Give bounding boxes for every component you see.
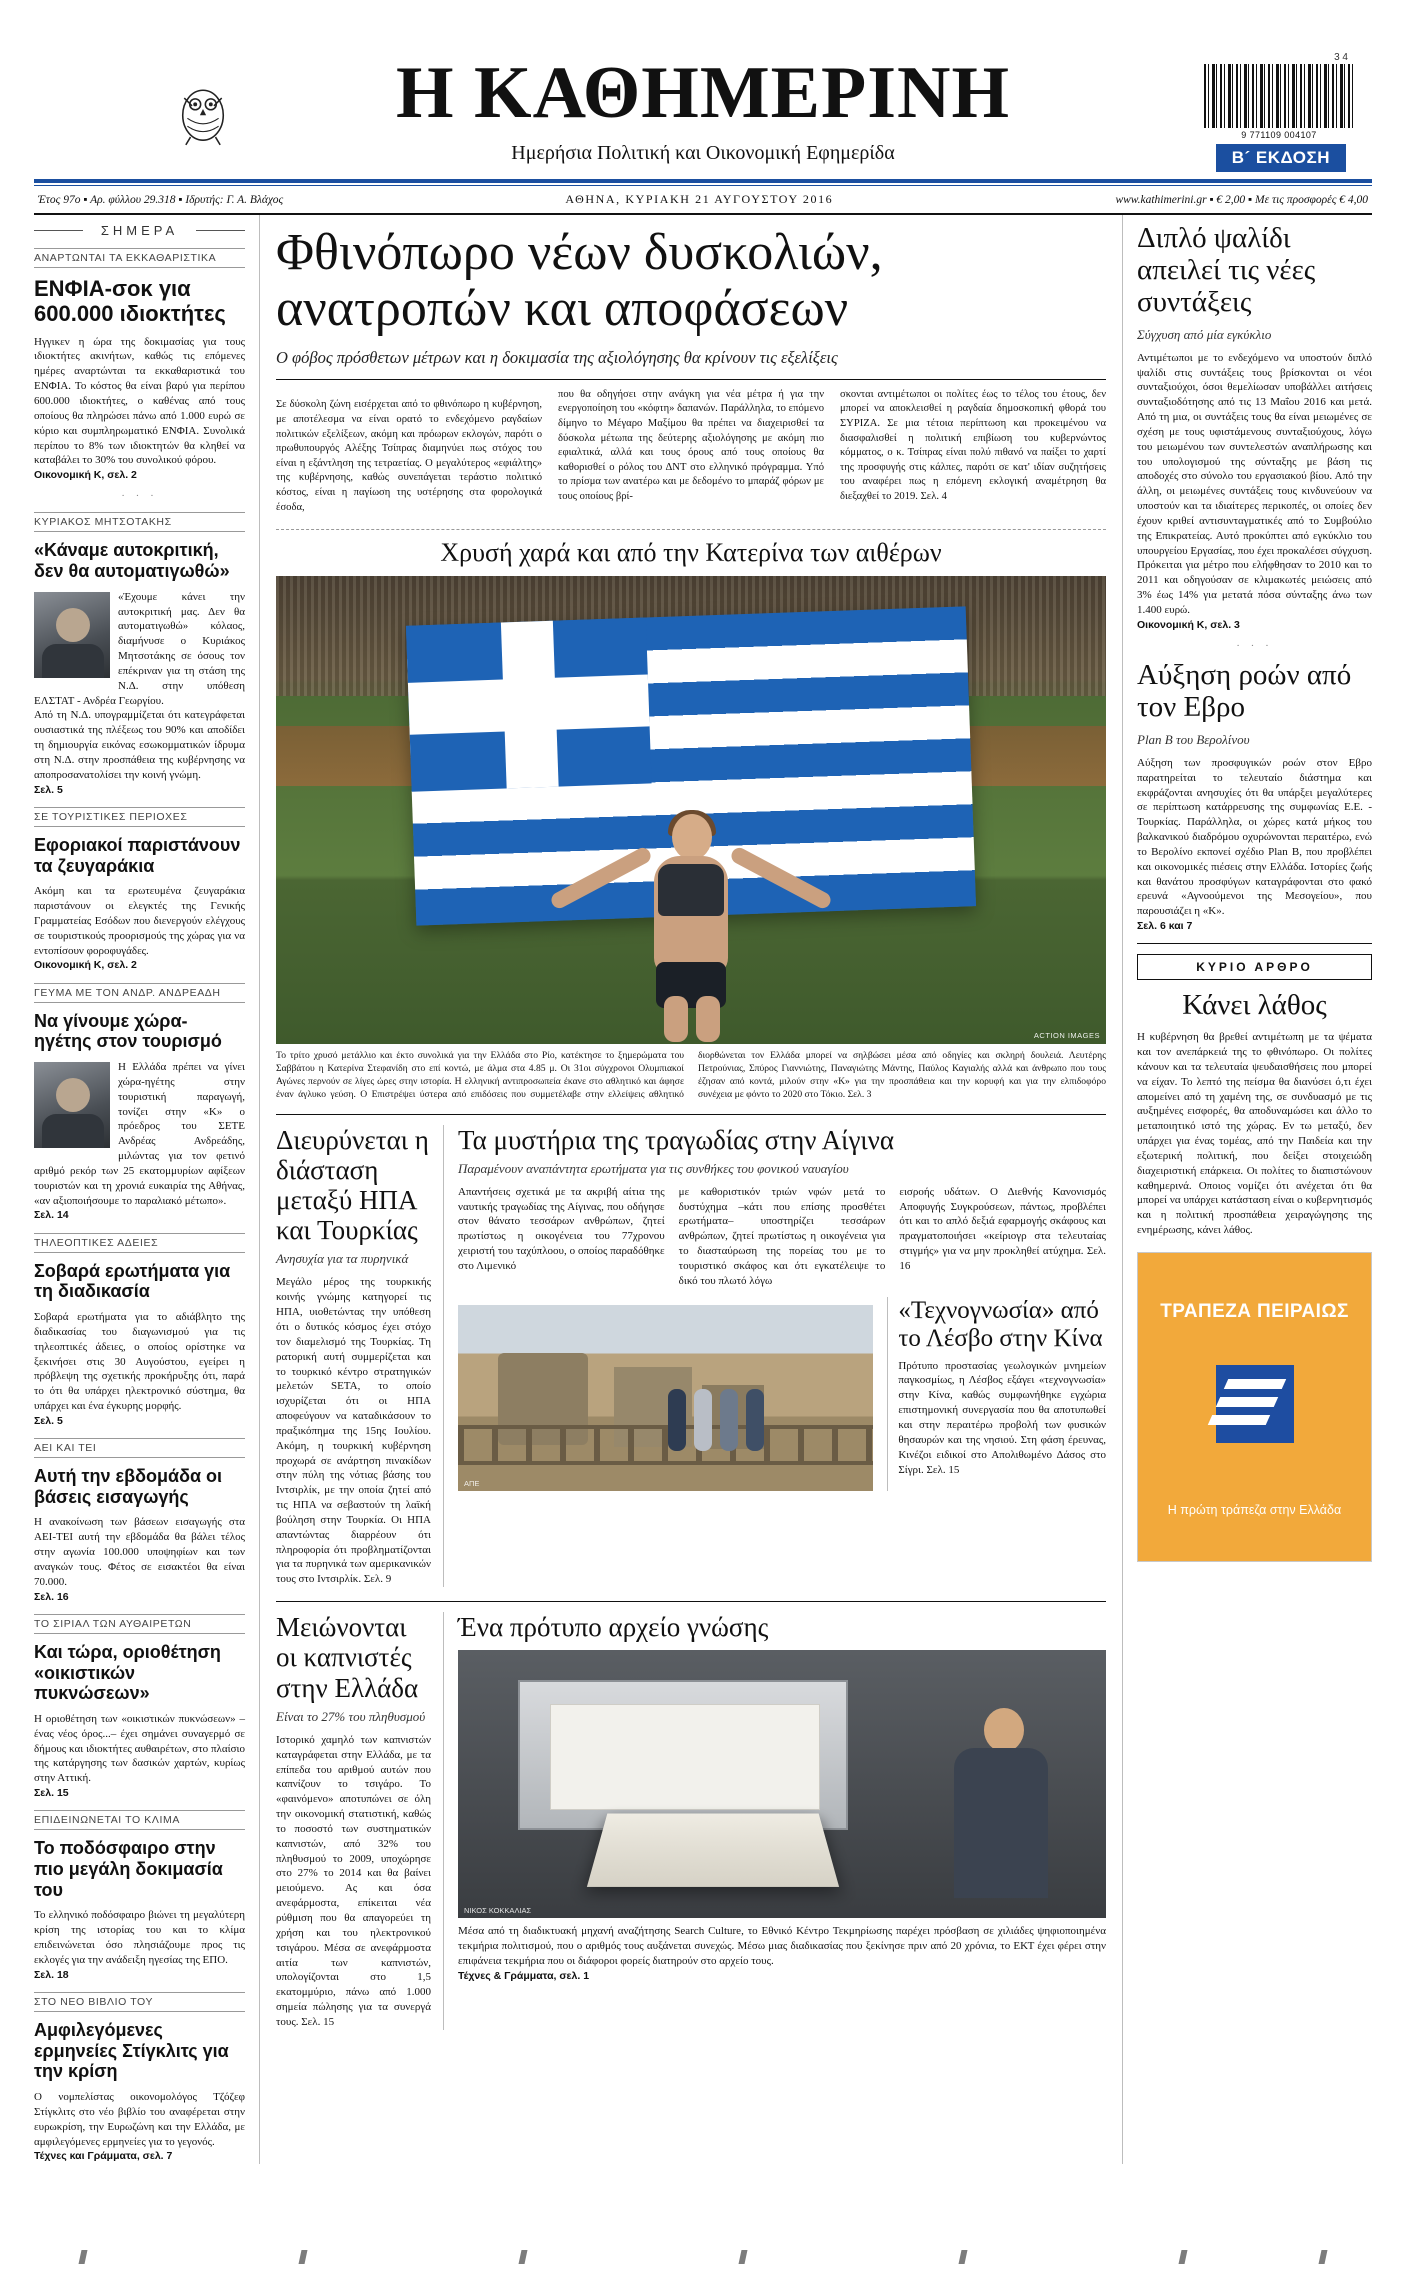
- article-title: Τα μυστήρια της τραγωδίας στην Αίγινα: [458, 1124, 894, 1155]
- main-paragraph: που θα οδηγήσει στην ανάγκη για νέα μέτρα ή για την ενεργοποίηση του «κόφτη» δαπανών. Παράλληλα, το επόμενο δίμηνο το Μέγαρο Μαξίμου θα πρέπει να διαχειρισθεί τα δύσκολα μέτωπα της δεύτερης αξιολόγησης με ακόμη πιο εφιαλτικά, αλλά και τους όρους από τους οποίους θα καθορισθεί ο ρόλος του ΔΝΤ στο ελληνικό πρόγραμμα. Υπό το πρίσμα των ανατέρω και με δεδομένο το μπαράζ φόρων με τους οποίους βρί-: [558, 388, 824, 503]
- article-title: Αύξηση ροών από τον Εβρο: [1137, 659, 1352, 723]
- article-subtitle: Plan B του Βερολίνου: [1137, 731, 1250, 747]
- right-column: [1122, 215, 1372, 2164]
- editorial[interactable]: [1137, 954, 1372, 1238]
- photo-credit: ACTION IMAGES: [1033, 1030, 1100, 1040]
- kicker: ΕΠΙΔΕΙΝΩΝΕΤΑΙ ΤΟ ΚΛΙΜΑ: [34, 1810, 245, 1830]
- item-title: Εφοριακοί παριστάνουν τα ζευγαράκια: [34, 834, 241, 876]
- article-body: Ιστορικό χαμηλό των καπνιστών καταγράφεται στην Ελλάδα, με τα επίπεδα του αριθμού αυτών που καπνίζουν το τσιγάρο. Το «φαινόμενο» αποτυπώνει σε όλη την οικονομική στατιστική, καθώς το ποσοστό των συστηματικών καπνιστών, από 32% του πληθυσμού το 2009, υποχώρησε στο 27% το 2014 και θα βαίνει μειούμενο. Ας και όσα ανεφάρμοστα, επίκειται νέα ρύθμιση που θα απαγορεύει τη χρήση και του ηλεκτρονικού τσιγάρου. Μέσα σε ανεφάρμοστα αιτία των καπνιστών, υπολογίζονται στο 1,5 εκατομμύριο, πάνω από 1.000 σημεία πώλησης για τα συνεργά τους. Σελ. 15: [276, 1733, 431, 2028]
- kicker: ΤΗΛΕΟΠΤΙΚΕΣ ΑΔΕΙΕΣ: [34, 1233, 245, 1253]
- sidebar-today: [34, 215, 260, 2164]
- article-title: Διπλό ψαλίδι απειλεί τις νέες συντάξεις: [1137, 222, 1316, 318]
- masthead: [34, 26, 1372, 165]
- editorial-title: Κάνει λάθος: [1182, 989, 1327, 1022]
- item-body: Ηγγικεν η ώρα της δοκιμασίας για τους ιδιοκτήτες ακινήτων, καθώς τις επόμενες ημέρες αναρτώνται τα εκκαθαριστικά του ΕΝΦΙΑ. Το κόστος θα είναι βαρύ για περίπου 600.000 ιδιοκτήτες, ο καθένας από τους οποίους θα πληρώσει πάνω από 1.000 ευρώ σε κύριο και συμπληρωματικό ΕΝΦΙΑ. Συνολικά περίπου το 8% των ιδιοκτητών θα κληθεί να καταβάλει το 30% του συνολικού φόρου.: [34, 335, 245, 467]
- sidebar-item-adeies[interactable]: [34, 1233, 245, 1428]
- date-line: ΑΘΗΝΑ, ΚΥΡΙΑΚΗ 21 ΑΥΓΟΥΣΤΟΥ 2016: [565, 192, 834, 206]
- article-evros[interactable]: [1137, 660, 1372, 933]
- item-ref[interactable]: Οικονομική Κ, σελ. 2: [34, 959, 137, 972]
- photo-headline: Χρυσή χαρά και από την Κατερίνα των αιθέρων: [440, 537, 942, 567]
- item-title: ΕΝΦΙΑ-σοκ για 600.000 ιδιοκτήτες: [34, 276, 226, 327]
- item-body: Το ελληνικό ποδόσφαιρο βιώνει τη μεγαλύτερη κρίση της ιστορίας του και το κλίμα επιδεινώνεται όσο πλησιάζουμε προς τις εκλογές για την ανάδειξη ηγεσίας της ΕΠΟ.: [34, 1909, 245, 1966]
- main-headline: Φθινόπωρο νέων δυσκολιών, ανατροπών και αποφάσεων: [276, 224, 883, 338]
- article-archive[interactable]: [458, 1612, 1106, 2030]
- article-body: Αντιμέτωποι με το ενδεχόμενο να υποστούν διπλό ψαλίδι στις συντάξεις τους βρίσκονται οι νέοι συνταξιούχοι, όσοι θεμελίωσαν υποβάλλει αιτήσεις συνταξιοδότησης από τις 13 Μαΐου 2016 και μετά. Από τη μια, οι συντάξεις τους θα είναι μειωμένες σε σχέση με τους υφιστάμενους συνταξιούχους, λόγω του μειωμένου των συντελεστών αναπλήρωσης και του υπολογισμού της σύνταξης με βάση τις αποδοχές στο σύνολο του εργασιακού βίου. Από την άλλη, οι μειωμένες συντάξεις τους κινδυνεύουν να υποστούν και τα ιδιαίτερες περικοπές, οι οποίες δεν έχουν κριθεί αντισυνταγματικές από το Συμβούλιο της Επικρατείας. Αυτό προκύπτει από εγκύκλιο του υπουργείου Εργασίας, που έχει προκαλέσει σύγχυση. Πρόκειται για μέτρο που ελήφθησαν το 2010 και το 2011 και οδηγούσαν σε κλιμακωτές μειώσεις από 3% έως 14% για μετατά πόσα σύνταξης άνω των 1.400 ευρώ.: [1137, 351, 1372, 617]
- caption-part-1: Το τρίτο χρυσό μετάλλιο και έκτο συνολικά για την Ελλάδα στο Ρίο, κατέκτησε το ξημερώματα του Σαββάτου η Κατερίνα Στεφανίδη στο επί κοντώ, με άλμα στα 4.85 μ. Οι 31οι σύγχρονοι Ολυμπιακοί Αγώνες περνούν σε λίγες ώρες στην ιστορία. Η ελληνική αντιπροσωπεία έκανε στο αθλητικό και άφησε έναν άγλυκο γεύση. Ο: [276, 1049, 684, 1100]
- article-title: Μειώνονται οι καπνιστές στην Ελλάδα: [276, 1612, 419, 1703]
- editorial-body: Η κυβέρνηση θα βρεθεί αντιμέτωπη με τα ψέματα και τον ανεπάρκειά της το φθινόπωρο. Οι πολίτες κάνουν και τα τελευταία ψευδαισθήσεις που μπορεί να είχαν. Το λεπτό της πείσμα θα διανύσει ό,τι έχει απομείνει από τη χαμένη της, σε συνδυασμό με τις αυξημένες εισφορές, θα αποδυναμώσει και άλλο το μεταποιητικό ιστό της χώρας. Εν τω μεταξύ, δεν υπάρχει για ένας τομέας, από την Παιδεία και την εξωτερική πολιτική, που δείξει στοιχειώδη διαχειριστική επάρκεια. Οι πολίτες το διαπιστώνουν καθημερινά. Οποιος νομίζει ότι ανέχεται ότι θα μπορεί να υπάρχει κατάσταση είναι ο κυβερνητισμός και η πολιτική προσπάθεια χειραγώγησης της ενημέρωσης, κάνει λάθος.: [1137, 1031, 1372, 1237]
- barcode: [1204, 64, 1354, 128]
- item-body: Από τη Ν.Δ. υπογραμμίζεται ότι κατεγράφεται ουσιαστικά της πλέξεως του 90% και αποδίδει τη δημιουργία εικόνας εσωκομματικών ίδρυμα στη Ν.Δ. στην προσπάθεια της κυβέρνησης να αποπροσανατολίσει την κοινή γνώμη.: [34, 709, 245, 781]
- page-title: Η ΚΑΘΗΜΕΡΙΝΗ: [395, 52, 1011, 134]
- issue-info: Έτος 97ο ▪ Αρ. φύλλου 29.318 ▪ Ιδρυτής: Γ. Α. Βλάχος: [38, 193, 284, 206]
- portrait-photo: [34, 1062, 110, 1148]
- item-ref[interactable]: Σελ. 15: [34, 1787, 69, 1800]
- main-content: [260, 215, 1122, 2164]
- lower-section-2: [276, 1601, 1106, 2030]
- article-body: Απαντήσεις σχετικά με τα ακριβή αίτια της ναυτικής τραγωδίας της Αίγινας, που οδήγησε στον θάνατο τεσσάρων ανθρώπων, ζητεί πρωτίστως η οικογένεια του 77χρονου χειριστή του ταχύπλοου, ο οποίος παραδόθηκε στο Λιμενικό: [458, 1185, 665, 1272]
- sidebar-item-aythaireta[interactable]: [34, 1614, 245, 1800]
- article-title: «Τεχνογνωσία» από το Λέσβο στην Κίνα: [898, 1296, 1103, 1352]
- item-title: Και τώρα, οριοθέτηση «οικιστικών πυκνώσεων»: [34, 1641, 221, 1704]
- archive-photo: [458, 1650, 1106, 1918]
- portrait-photo: [34, 592, 110, 678]
- website-price: www.kathimerini.gr ▪ € 2,00 ▪ Με τις προσφορές € 4,00: [1115, 193, 1368, 206]
- kicker: ΤΟ ΣΙΡΙΑΛ ΤΩΝ ΑΥΘΑΙΡΕΤΩΝ: [34, 1614, 245, 1634]
- article-body: Πρότυπο προστασίας γεωλογικών μνημείων παγκοσμίως, η Λέσβος εξάγει «τεχνογνωσία» στην Κίνα, καθώς συμφωνήθηκε εγχώρια επιστημονική συνεργασία που θα αποτυπωθεί και στην περαιτέρω προβολή των φυσικών θησαυρών και της νησιού. Στη φάση έρευνας, Κινέζοι ειδικοί στο Απολιθωμένο Δάσος στο Σίγρι. Σελ. 15: [898, 1359, 1106, 1476]
- item-ref[interactable]: Σελ. 16: [34, 1590, 69, 1603]
- piraeus-bank-logo-icon: [1216, 1365, 1294, 1443]
- item-title: Αυτή την εβδομάδα οι βάσεις εισαγωγής: [34, 1466, 223, 1507]
- article-body: με καθοριστικόν τριών νφών μετά το δυστύχημα –κάτι που επίσης προσθέτει ερωτήματα– υποστηρίζει τεσσάρων ανθρώπων, ζητεί πρωτίστως η οικογένεια για το διασταύρωση της πορείας του με το τουριστικό σκάφος και ότι εγκατέλειψε το δικό του πλωτό λόγω: [678, 1185, 886, 1287]
- sidebar-item-podosfairo[interactable]: [34, 1810, 245, 1982]
- rule-blue: [34, 179, 1372, 183]
- item-body: Η Ελλάδα πρέπει να γίνει χώρα-ηγέτης στην τουριστική παραγωγή, τονίζει στην «Κ» ο πρόεδρος του ΣΕΤΕ Ανδρέας Ανδρεάδης, μιλώντας για τον φετινό αριθμό ρεκόρ των 25 εκατομμυρίων αφίξεων τουριστών και τη χρονιά ευκαιρία της Αθήνας, «αν αξιοποιήσουμε το παραλιακό μέτωπο».: [34, 1061, 245, 1207]
- sidebar-item-enfia[interactable]: [34, 248, 245, 482]
- main-standfirst: Ο φόβος πρόσθετων μέτρων και η δοκιμασία της αξιολόγησης θα κρίνουν τις εξελίξεις: [276, 347, 1106, 379]
- aegina-photo: [458, 1305, 873, 1491]
- caption-part-2: Επιστρέψει ύστερα από επιδόσεις που συμμετέλαβε στην ελλείψεις αθλητικό διορθώνεται τον Ελλάδα μπορεί να σηλβώσει μέσα από οδηγίες και σκληρή δουλειά. Λευτέρης Πετρούνιας, Σπύρος Γιαννιώτης, Παναγιώτης Μάντης, Παύλος Καγιαλής αλλά και άνθρωπο που τους έζησαν από κοντά, μιλούν στην «Κ» για την προσπάθεια και την κορυφή και για την ελπιδοφόρο συνέχεια με φόντο το 2020 στο Τόκιο. Σελ. 3: [371, 1049, 1106, 1100]
- article-title: Διευρύνεται η διάσταση μεταξύ ΗΠΑ και Τουρκίας: [276, 1124, 429, 1246]
- item-ref[interactable]: Σελ. 18: [34, 1968, 69, 1981]
- print-registration-marks: [0, 2244, 1406, 2266]
- photo-credit: ΑΠΕ: [464, 1478, 480, 1488]
- kicker: ΚΥΡΙΑΚΟΣ ΜΗΤΣΟΤΑΚΗΣ: [34, 512, 245, 532]
- item-body: Ακόμη και τα ερωτευμένα ζευγαράκια παριστάνουν οι ελεγκτές της Γενικής Γραμματείας Εσόδων που διενεργούν ελέγχους σε τουριστικούς προορισμούς της χώρας για να εντοπίσουν φοροφυγάδες.: [34, 885, 245, 957]
- advertisement[interactable]: [1137, 1252, 1372, 1562]
- today-header: [34, 223, 245, 238]
- article-smokers[interactable]: [276, 1612, 444, 2030]
- photo-credit: ΝΙΚΟΣ ΚΟΚΚΑΛΙΑΣ: [464, 1906, 532, 1916]
- article-usa-turkey[interactable]: [276, 1125, 444, 1588]
- article-body: εισροής υδάτων. Ο Διεθνής Κανονισμός Αποφυγής Συγκρούσεων, πάντως, προβλέπει ότι και το απλό δεξιά εφαρμογής σκάφους και πραγματοποιήσει «κείριογρ στα τελευταίας στιγμής» για να μην προκληθεί ατύχημα. Σελ. 16: [899, 1185, 1107, 1272]
- main-paragraph: Σε δύσκολη ζώνη εισέρχεται από το φθινόπωρο η κυβέρνηση, με αποτέλεσμα να είναι ορατό το ενδεχόμενο ραγδαίων πολιτικών εξελίξεων, ακόμη και πρόωρων εκλογών, παρότι ο πρωθυπουργός Αλέξης Τσίπρας διαμηνύει πως στόχος του είναι η εξάντληση της τετραετίας. Ο μεγαλύτερος «εφιάλτης» της κυβέρνησης, καθώς συνεπάγεται τεράστιο πολιτικό κόστος, είναι η παγίωση της υστέρησης στα φορολογικά έσοδα,: [276, 399, 542, 513]
- item-quote: «Έχουμε κάνει την αυτοκριτική μας. Δεν θα αυτοματιγωθώ» κόλαος, διαμήνυσε ο Κυριάκος Μητσοτάκης σε όσους τον επέκριναν για τη στάση της Ν.Δ. στην υπόθεση ΕΛΣΤΑΤ - Ανδρέα Γεωργίου.: [34, 590, 245, 707]
- kicker: ΑΕΙ ΚΑΙ ΤΕΙ: [34, 1438, 245, 1458]
- item-ref[interactable]: Σελ. 14: [34, 1209, 69, 1222]
- article-body: Αύξηση των προσφυγικών ροών στον Εβρο παρατηρείται το τελευταίο διάστημα και εκφράζονται ανησυχίες ότι θα υπάρξει μεγαλύτερες σε περίπτωση κατάρρευσης της συμφωνίας Ε.Ε. - Τουρκίας. Παράλληλα, οι χώρες κατά μήκος του βαλκανικού διαδρόμου οχυρώνονται περαιτέρω, ενώ το Βερολίνο εκπονεί σχέδιο Plan B, που προβλέπει και οικονομικές πιέσεις στην Ελλάδα. Ιστορίες ζωής και θανάτου προσφύγων καταγράφονται στο φακό ερευνά «Αγνοούμενοι της Μεσογείου», που παρουσιάζει η «Κ».: [1137, 756, 1372, 918]
- item-ref[interactable]: Τέχνες και Γράμματα, σελ. 7: [34, 2150, 173, 2163]
- barcode-top-number: 3 4: [1334, 52, 1348, 63]
- main-body: [276, 388, 1106, 519]
- article-body: Μεγάλο μέρος της τουρκικής κοινής γνώμης κατηγορεί τις ΗΠΑ, υιοθετώντας την υπόθεση ότι ο δυτικός κόσμος έχει στόχο τον διαμελισμό της Τουρκίας. Τη ρατορική αυτή συμμερίζεται και το τουρκικό κέντρο στρατηγικών μελετών SETA, το οποίο ισχυρίζεται ότι οι ΗΠΑ αποφεύγουν να καταδικάσουν το πραξικόπημα της 15ης Ιουλίου. Ακόμη, η τουρκική κυβέρνηση προχωρά σε ανάρτηση πινακίδων στην πύλη της νότιας βάσης του Ιντσιρλίκ, με την οποία ζητεί από τις ΗΠΑ να σεβαστούν τη λαϊκή βούληση στην Τουρκία. Οι ΗΠΑ απαντώντας διαρρέουν ότι πληροφορία ότι προβληματίζονται για τα πυρηνικά των αμερικανικών τους στο Ιντσιρλίκ. Σελ. 9: [276, 1276, 431, 1586]
- main-photo: [276, 576, 1106, 1044]
- ad-subtitle: Η πρώτη τράπεζα στην Ελλάδα: [1167, 1502, 1342, 1517]
- article-subtitle: Σύγχυση από μία εγκύκλιο: [1137, 326, 1272, 342]
- article-title: Ένα πρότυπο αρχείο γνώσης: [458, 1612, 769, 1643]
- kicker: ΓΕΥΜΑ ΜΕ ΤΟΝ ΑΝΔΡ. ΑΝΔΡΕΑΔΗ: [34, 983, 245, 1003]
- barcode-number: 9 771109 004107: [1241, 130, 1317, 140]
- article-ref[interactable]: Οικονομική Κ, σελ. 3: [1137, 618, 1240, 631]
- sidebar-item-tourismos[interactable]: [34, 983, 245, 1223]
- divider: [1137, 943, 1372, 944]
- lower-section-1: [276, 1114, 1106, 1588]
- article-subtitle: Παραμένουν αναπάντητα ερωτήματα για τις συνθήκες του φονικού ναυαγίου: [458, 1160, 849, 1176]
- article-syntaxeis[interactable]: [1137, 223, 1372, 632]
- today-label: ΣΗΜΕΡΑ: [100, 223, 179, 238]
- item-body: Η οριοθέτηση των «οικιστικών πυκνώσεων» –ένας νέος όρος...– έχει σημάνει συναγερμό σε δήμους και ιδιοκτήτες αυθαιρέτων, στο πλαίσιο της κατάργησης των δασικών χαρτών, κυρίως στην Αττική.: [34, 1712, 245, 1785]
- item-title: Σοβαρά ερωτήματα για τη διαδικασία: [34, 1260, 231, 1302]
- ad-title: ΤΡΑΠΕΖΑ ΠΕΙΡΑΙΩΣ: [1160, 1300, 1349, 1322]
- archive-ref[interactable]: Τέχνες & Γράμματα, σελ. 1: [458, 1969, 590, 1982]
- masthead-infobar: [34, 186, 1372, 213]
- divider-dots: · · ·: [121, 490, 158, 503]
- divider-dashed: [276, 529, 1106, 530]
- article-subtitle: Είναι το 27% του πληθυσμού: [276, 1708, 426, 1724]
- athlete-figure: [541, 624, 841, 1044]
- kicker: ΣΤΟ ΝΕΟ ΒΙΒΛΙΟ ΤΟΥ: [34, 1992, 245, 2012]
- kicker: ΑΝΑΡΤΩΝΤΑΙ ΤΑ ΕΚΚΑΘΑΡΙΣΤΙΚΑ: [34, 248, 245, 268]
- item-ref[interactable]: Οικονομική Κ, σελ. 2: [34, 469, 137, 482]
- item-title: Αμφιλεγόμενες ερμηνείες Στίγκλιτς για την κρίση: [34, 2019, 229, 2082]
- article-aegina[interactable]: [458, 1125, 1106, 1588]
- sidebar-item-mitsotakis[interactable]: [34, 512, 245, 797]
- sidebar-item-stiglitz[interactable]: [34, 1992, 245, 2164]
- main-paragraph: σκονται αντιμέτωποι οι πολίτες έως το τέλος του έτους, δεν μπορεί να αποκλεισθεί η ραγδαία δημοσκοπική φθορά του ΣΥΡΙΖΑ. Σε μια τέτοια περίπτωση και προκειμένου να διασφαλισθεί η πολιτική επιβίωση του κυβερνώντος κόμματος, ο κ. Τσίπρας είναι πολύ πιθανό να παίξει το χαρτί της προσφυγής στις κάλπες, παρότι σε κατ' ιδίαν συζητήσεις του αναφέρει πως η επόμενη εκλογική αναμέτρηση θα διεξαχθεί το 2019. Σελ. 4: [840, 388, 1106, 503]
- sidebar-item-vaseis[interactable]: [34, 1438, 245, 1604]
- item-body: Σοβαρά ερωτήματα για το αδιάβλητο της διαδικασίας του διαγωνισμού για τις τηλεοπτικές άδειες, ο οποίος ορίστηκε να ξεκινήσει στις 30 Αυγούστου, εγείρει η πρόβλεψη της σχετικής προκήρυξης ότι, παρά το ότι θα υπάρχει ηλεκτρονικό σύστημα, θα υπάρχει και ένα έγκυρης μορφής.: [34, 1311, 245, 1413]
- divider-dots: · · ·: [1236, 640, 1273, 653]
- item-ref[interactable]: Σελ. 5: [34, 1414, 63, 1427]
- editorial-label: ΚΥΡΙΟ ΑΡΘΡΟ: [1137, 954, 1372, 980]
- sidebar-item-eforiakoi[interactable]: [34, 807, 245, 973]
- masthead-subtitle: Ημερήσια Πολιτική και Οικονομική Εφημερίδα: [511, 142, 895, 164]
- archive-caption: Μέσα από τη διαδικτυακή μηχανή αναζήτησης Search Culture, το Εθνικό Κέντρο Τεκμηρίωσης παρέχει πρόσβαση σε χιλιάδες ψηφιοποιημένα τεκμήρια πολιτισμού, που ο αριθμός τους αυξάνεται συνεχώς. Μέσω μιας διαδικασίας που ξεκίνησε πριν από 20 χρόνια, το ΕΚΤ έχει φέρει στην επιφάνεια τεκμήρια που οι διάφοροι φορείς διατηρούν στο αρχείο τους.: [458, 1925, 1106, 1968]
- item-title: «Κάναμε αυτοκριτική, δεν θα αυτοματιγωθώ»: [34, 540, 230, 582]
- kicker: ΣΕ ΤΟΥΡΙΣΤΙΚΕΣ ΠΕΡΙΟΧΕΣ: [34, 807, 245, 827]
- photo-caption: [276, 1050, 1106, 1102]
- item-body: Η ανακοίνωση των βάσεων εισαγωγής στα ΑΕΙ-ΤΕΙ αυτή την εβδομάδα θα βάλει τέλος στην αγωνία 100.000 υποψηφίων και των αναγκών τους. Φέτος σε εισακτέοι θα είναι 70.000.: [34, 1516, 245, 1588]
- item-title: Να γίνουμε χώρα-ηγέτης στον τουρισμό: [34, 1010, 222, 1052]
- article-ref[interactable]: Σελ. 6 και 7: [1137, 920, 1193, 933]
- item-body: Ο νομπελίστας οικονομολόγος Τζόζεφ Στίγκλιτς στο νέο βιβλίο του αναφέρεται στην ευρωκρίση, την Ευρωζώνη και την Ελλάδα, με αμφιλεγόμενες ερμηνείες για το γεγονός.: [34, 2090, 245, 2148]
- item-title: Το ποδόσφαιρο στην πιο μεγάλη δοκιμασία του: [34, 1838, 223, 1900]
- page-grid: [34, 215, 1372, 2164]
- article-subtitle: Ανησυχία για τα πυρηνικά: [276, 1251, 409, 1267]
- item-ref[interactable]: Σελ. 5: [34, 783, 63, 796]
- owl-logo-icon: [164, 70, 242, 148]
- edition-badge: Β´ ΕΚΔΟΣΗ: [1216, 144, 1346, 172]
